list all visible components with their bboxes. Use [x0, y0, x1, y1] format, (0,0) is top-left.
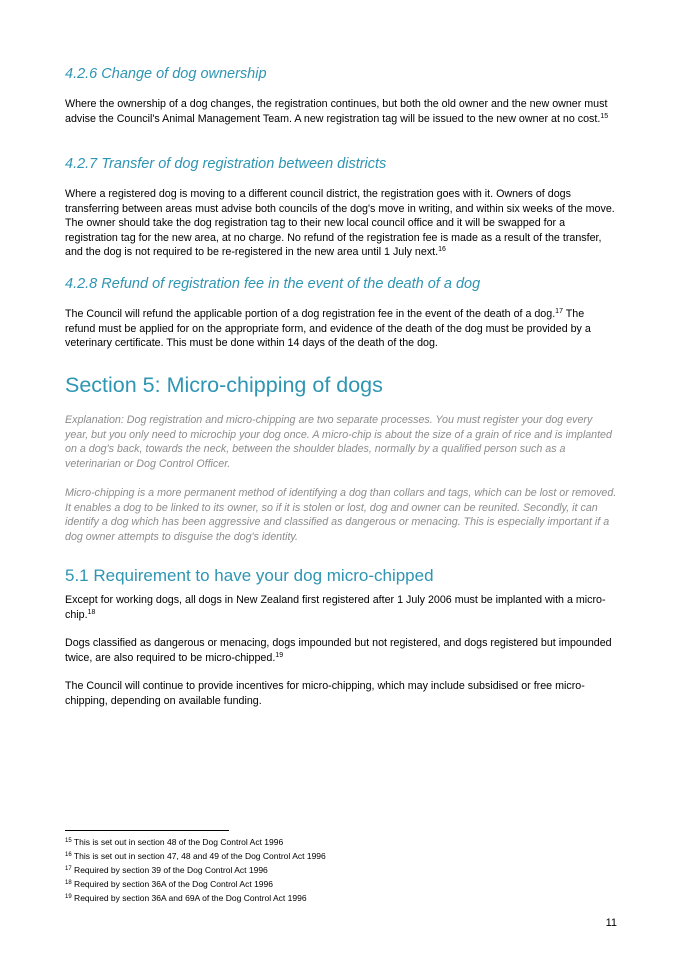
footnote-ref-19[interactable]: 19 [275, 651, 284, 659]
footnote-number: 18 [65, 880, 72, 886]
paragraph-4-2-8 [65, 307, 617, 351]
explanation-paragraph-2: Micro-chipping is a more permanent method of identifying a dog than collars and tags, which can be lost or removed. It enables a dog to be linked to its owner, so if it is stolen or lost, dog and owner can be reunited. Secondly, it can identify a dog which has been aggressive and classified as dangerous or menacing. This is especially important if a dog owner attempts to disguise the dog's identity. [65, 487, 617, 543]
section-5-title: Section 5: Micro-chipping of dogs [65, 373, 383, 397]
footnote-19 [65, 893, 307, 904]
footnote-text: This is set out in section 47, 48 and 49 of the Dog Control Act 1996 [71, 851, 326, 861]
paragraph-text: The Council will refund the applicable portion of a dog registration fee in the event of the death of a dog. [65, 308, 556, 320]
paragraph-text: The refund must be applied for on the appropriate form, and evidence of the death of the dog must be provided by a veterinary certificate. This must be done within 14 days of the death of the dog. [65, 308, 591, 350]
footnote-15 [65, 837, 283, 848]
footnote-ref-17[interactable]: 17 [555, 308, 563, 315]
footnote-text: Required by section 39 of the Dog Control Act 1996 [71, 865, 268, 875]
paragraph-text: Except for working dogs, all dogs in New Zealand first registered after 1 July 2006 must be implanted with a micro-chip. [65, 594, 606, 621]
paragraph-5-1-c: The Council will continue to provide incentives for micro-chipping, which may include subsidised or free micro-chipping, depending on available funding. [65, 680, 585, 707]
footnote-text: Required by section 36A of the Dog Control Act 1996 [71, 879, 273, 889]
footnote-number: 16 [65, 852, 72, 858]
footnote-ref-16[interactable]: 16 [438, 246, 446, 254]
paragraph-text: Where the ownership of a dog changes, the registration continues, but both the old owner and the new owner must advise the Council's Animal Management Team. A new registration tag will be issued to the new owner at no cost. [65, 98, 608, 125]
footnote-16 [65, 851, 326, 862]
footnote-ref-18[interactable]: 18 [87, 608, 96, 616]
footnote-separator [65, 830, 229, 831]
footnote-number: 17 [65, 866, 72, 872]
paragraph-4-2-7 [65, 187, 617, 260]
heading-4-2-7: 4.2.7 Transfer of dog registration between districts [65, 156, 387, 172]
footnote-text: This is set out in section 48 of the Dog Control Act 1996 [71, 837, 284, 847]
footnote-number: 15 [65, 838, 72, 844]
footnote-ref-15[interactable]: 15 [600, 112, 609, 120]
heading-4-2-8: 4.2.8 Refund of registration fee in the event of the death of a dog [65, 276, 481, 292]
paragraph-text: Dogs classified as dangerous or menacing, dogs impounded but not registered, and dogs registered but impounded twice, are also required to be micro-chipped. [65, 637, 612, 664]
paragraph-text: Where a registered dog is moving to a different council district, the registration goes with it. Owners of dogs transferring between areas must advise both councils of the dog's move in writing, and within six weeks of the move. The owner should take the dog registration tag to their new local council office and it will be swapped for a registration tag for the new area, at no charge. No refund of the registration fee is made as a result of the transfer, and the dog is not required to be re-registered in the new area until 1 July next. [65, 188, 615, 259]
footnote-17 [65, 865, 268, 876]
footnote-number: 19 [65, 894, 72, 900]
paragraph-5-1-a [65, 593, 617, 622]
footnote-18 [65, 879, 273, 890]
footnote-text: Required by section 36A and 69A of the Dog Control Act 1996 [71, 893, 307, 903]
page-number: 11 [605, 917, 617, 929]
paragraph-4-2-6 [65, 97, 617, 126]
heading-5-1: 5.1 Requirement to have your dog micro-chipped [65, 566, 434, 585]
paragraph-5-1-b [65, 636, 617, 665]
heading-4-2-6: 4.2.6 Change of dog ownership [65, 66, 267, 82]
explanation-paragraph-1: Explanation: Dog registration and micro-chipping are two separate processes. You must register your dog every year, but you only need to microchip your dog once. A micro-chip is about the size of a grain of rice and is implanted on a dog's back, towards the neck, between the shoulder blades, normally by a qualified person such as a veterinarian or Dog Control Officer. [65, 414, 612, 470]
